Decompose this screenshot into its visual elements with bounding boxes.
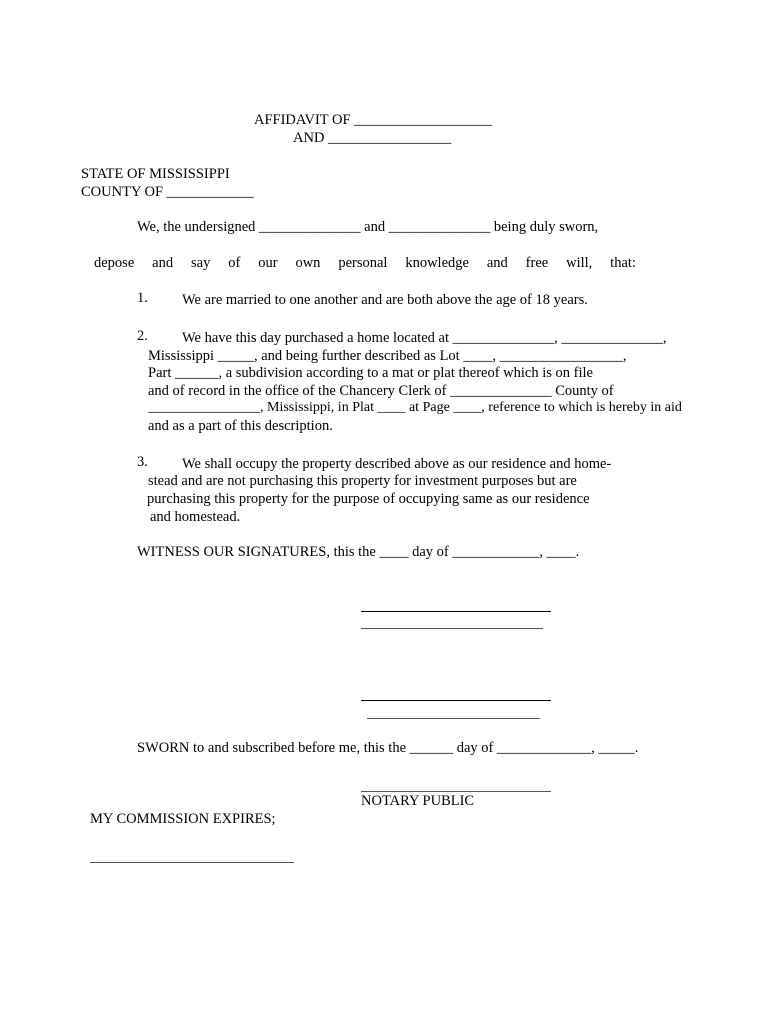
commission-label: MY COMMISSION EXPIRES;: [90, 811, 276, 827]
signature-subline-1: [361, 628, 543, 629]
title-line-1: AFFIDAVIT OF ___________________: [254, 112, 492, 128]
item-2-number: 2.: [137, 328, 148, 344]
intro-line-2: [94, 254, 636, 272]
item-3-number: 3.: [137, 454, 148, 470]
item-2-line-5: ________________, Mississippi, in Plat ____ at Page ____, reference to which is hereby in aid: [148, 400, 682, 415]
item-3-line-1: We shall occupy the property described above as our residence and home-: [182, 456, 612, 472]
intro-line-1: We, the undersigned ______________ and ______________ being duly sworn,: [137, 219, 599, 235]
intro-word: and: [486, 255, 508, 271]
item-1-number: 1.: [137, 290, 148, 306]
intro-word: of: [228, 255, 241, 271]
state-heading: STATE OF MISSISSIPPI: [81, 166, 230, 182]
title-line-2: [293, 129, 451, 147]
item-2-line-2: Mississippi _____, and being further described as Lot ____, _________________,: [148, 348, 627, 364]
county-heading: COUNTY OF ____________: [81, 184, 254, 200]
sworn-line: SWORN to and subscribed before me, this the ______ day of _____________, _____.: [137, 740, 639, 756]
signature-line-2[interactable]: [361, 700, 551, 701]
intro-word: and: [152, 255, 174, 271]
intro-word: own: [295, 255, 321, 271]
title-blank[interactable]: _________________: [328, 130, 452, 146]
item-2-line-3: Part ______, a subdivision according to a mat or plat thereof which is on file: [148, 365, 593, 381]
intro-word: say: [190, 255, 211, 271]
intro-word: that:: [610, 255, 636, 271]
intro-word: knowledge: [405, 255, 469, 271]
item-3-line-4: and homestead.: [150, 509, 241, 525]
signature-subline-2: [367, 718, 540, 719]
commission-date-line[interactable]: [90, 862, 294, 863]
intro-word: our: [258, 255, 278, 271]
item-1-line-1: We are married to one another and are both above the age of 18 years.: [182, 292, 588, 308]
item-2-line-1: We have this day purchased a home located at ______________, ______________,: [182, 330, 667, 346]
item-3-line-2: stead and are not purchasing this property for investment purposes but are: [148, 473, 577, 489]
item-2-line-6: and as a part of this description.: [148, 418, 333, 434]
intro-word: personal: [338, 255, 388, 271]
title-and: AND: [293, 130, 329, 146]
intro-word: depose: [94, 255, 135, 271]
notary-label: NOTARY PUBLIC: [361, 793, 475, 809]
item-3-line-3: purchasing this property for the purpose of occupying same as our residence: [147, 491, 590, 507]
witness-line: WITNESS OUR SIGNATURES, this the ____ day of ____________, ____.: [137, 544, 580, 560]
intro-word: will,: [566, 255, 593, 271]
intro-word: free: [525, 255, 549, 271]
item-2-line-4: and of record in the office of the Chancery Clerk of ______________ County of: [148, 383, 614, 399]
signature-line-1[interactable]: [361, 611, 551, 612]
